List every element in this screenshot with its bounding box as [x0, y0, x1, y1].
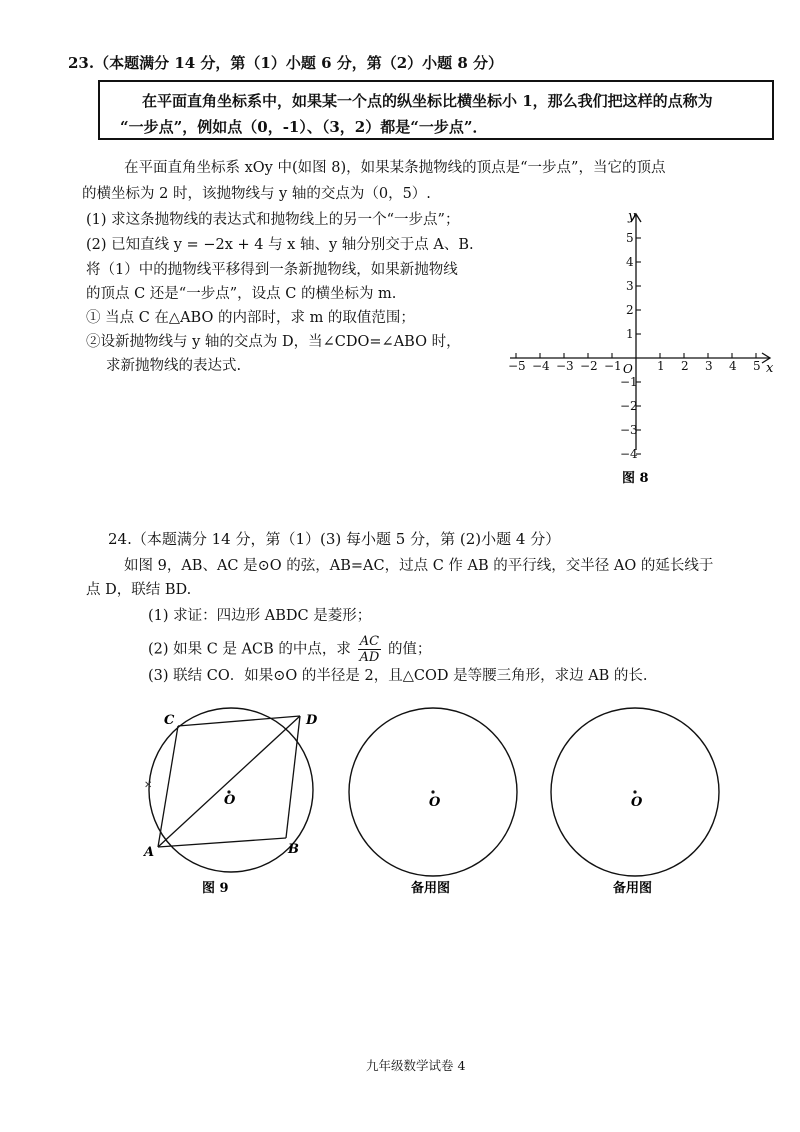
figure-9 [130, 700, 330, 900]
q24-intro-line-1: 如图 9，AB、AC 是⊙O 的弦，AB=AC，过点 C 作 AB 的平行线，交半径 AO 的延长线于 [124, 558, 714, 574]
fraction-numerator: AC [358, 634, 382, 650]
definition-box [98, 80, 774, 140]
x-tick-label: 1 [657, 359, 665, 373]
y-axis-label: y [628, 209, 636, 224]
segment-ad [158, 716, 300, 847]
q23-part2-line-2: 将（1）中的抛物线平移得到一条新抛物线，如果新抛物线 [86, 262, 458, 278]
y-tick-label: 5 [626, 231, 634, 245]
q24-header: 24.（本题满分 14 分，第（1）(3) 每小题 5 分，第 (2)小题 4 分） [108, 530, 561, 548]
point-b-label: B [288, 842, 299, 857]
definition-line-2: “一步点”，例如点（0，-1）、（3，2）都是“一步点”． [120, 118, 488, 136]
x-tick-label: −1 [604, 359, 622, 373]
x-tick-label: −4 [532, 359, 550, 373]
spare-center-label-1: O [429, 795, 441, 810]
q24-part2-suffix: 的值； [387, 641, 432, 658]
y-tick-label: 1 [626, 327, 634, 341]
spare-center-label-2: O [631, 795, 643, 810]
figure-8-axes [500, 200, 780, 490]
q24-intro-line-2: 点 D，联结 BD. [86, 582, 192, 598]
q24-part3: (3) 联结 CO．如果⊙O 的半径是 2，且△COD 是等腰三角形，求边 AB 的长. [148, 668, 648, 684]
q23-intro-line-1: 在平面直角坐标系 xOy 中(如图 8)，如果某条抛物线的顶点是“一步点”，当它的顶点 [124, 160, 666, 176]
y-tick-label: 2 [626, 303, 634, 317]
spare-figure-1 [345, 700, 525, 900]
q23-sub2-line-1: ②设新抛物线与 y 轴的交点为 D，当∠CDO=∠ABO 时， [86, 334, 461, 350]
spare-center-point-1 [431, 790, 434, 793]
page-footer: 九年级数学试卷 4 [366, 1058, 466, 1073]
y-tick-label: −4 [620, 447, 638, 461]
q24-part2-prefix: (2) 如果 C 是 ACB 的中点，求 [148, 641, 351, 658]
fraction-denominator: AD [359, 650, 380, 665]
segment-ac [158, 726, 178, 847]
origin-label: O [623, 362, 633, 376]
q23-part2-line-1: (2) 已知直线 y = −2x + 4 与 x 轴、y 轴分别交于点 A、B. [86, 237, 474, 253]
q23-header: 23.（本题满分 14 分，第（1）小题 6 分，第（2）小题 8 分） [68, 54, 504, 72]
figure-9-caption: 图 9 [202, 881, 229, 896]
q24-part1: (1) 求证：四边形 ABDC 是菱形； [148, 608, 372, 624]
x-tick-label: 5 [753, 359, 761, 373]
spare-figure-2 [545, 700, 725, 900]
y-tick-label: 4 [626, 255, 634, 269]
x-tick-label: −3 [556, 359, 574, 373]
spare-caption-1: 备用图 [411, 881, 451, 896]
segment-bd [286, 716, 300, 838]
q23-intro-line-2: 的横坐标为 2 时，该抛物线与 y 轴的交点为（0，5）. [82, 186, 431, 202]
y-tick-label: −3 [620, 423, 638, 437]
q23-part1: (1) 求这条抛物线的表达式和抛物线上的另一个“一步点”； [86, 212, 460, 228]
x-axis-label: x [766, 361, 774, 376]
q23-sub2-line-2: 求新抛物线的表达式. [106, 358, 242, 374]
x-tick-label: −5 [508, 359, 526, 373]
segment-ab [158, 838, 286, 847]
point-o-label: O [224, 793, 236, 808]
definition-line-1: 在平面直角坐标系中，如果某一个点的纵坐标比横坐标小 1，那么我们把这样的点称为 [142, 92, 713, 110]
segment-cd [178, 716, 300, 726]
q23-part2-line-3: 的顶点 C 还是“一步点”，设点 C 的横坐标为 m. [86, 286, 397, 302]
figure-8-caption: 图 8 [622, 471, 649, 486]
q24-part2 [148, 634, 431, 665]
point-c-label: C [164, 713, 175, 728]
x-tick-label: −2 [580, 359, 598, 373]
point-a-label: A [144, 845, 155, 860]
spare-caption-2: 备用图 [613, 881, 653, 896]
y-tick-label: −2 [620, 399, 638, 413]
q23-sub1: ① 当点 C 在△ABO 的内部时，求 m 的取值范围； [86, 310, 415, 326]
spare-center-point-2 [633, 790, 636, 793]
x-tick-label: 2 [681, 359, 689, 373]
x-tick-label: 3 [705, 359, 713, 373]
pencil-mark: ✕ [144, 780, 153, 791]
y-tick-label: 3 [626, 279, 634, 293]
fraction-ac-over-ad [358, 634, 382, 665]
point-d-label: D [306, 713, 318, 728]
x-tick-label: 4 [729, 359, 737, 373]
y-tick-label: −1 [620, 375, 638, 389]
